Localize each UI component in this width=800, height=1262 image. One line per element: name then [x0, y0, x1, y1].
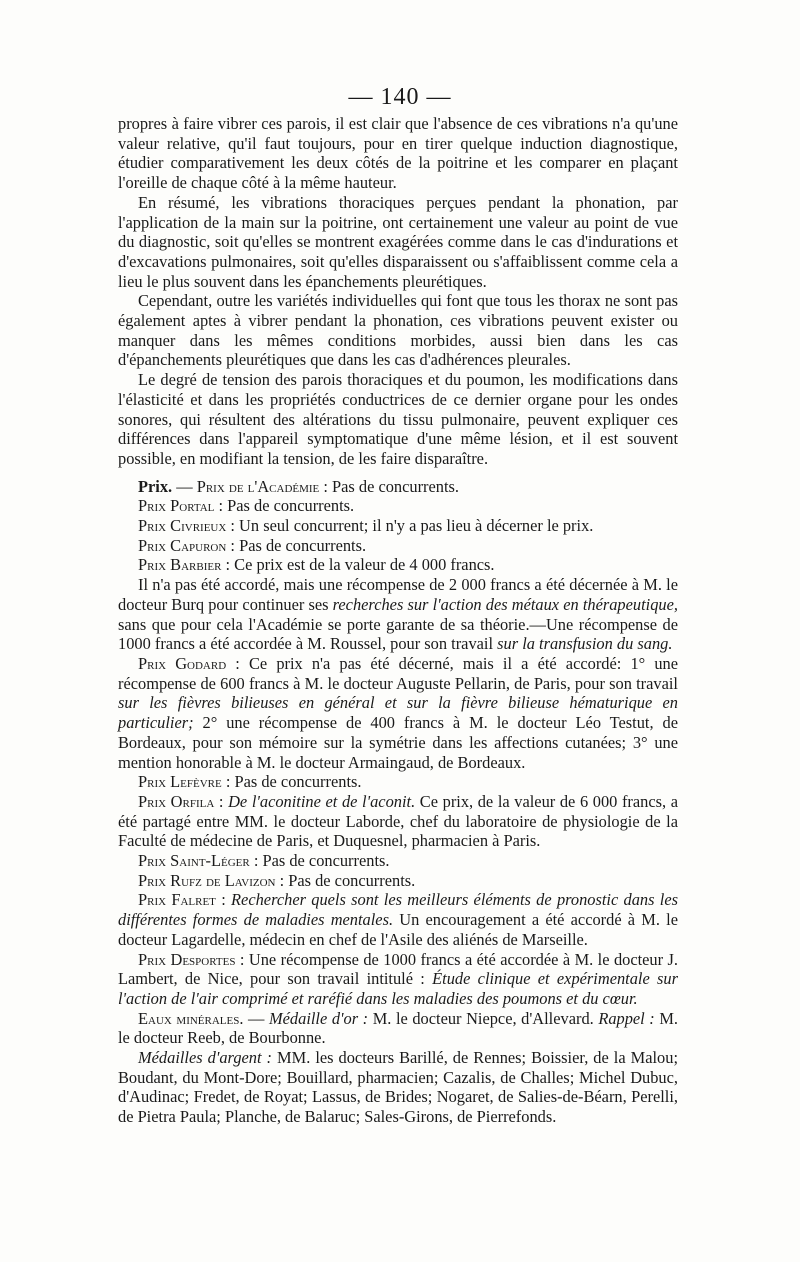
- body-text: [118, 114, 678, 1127]
- prize-name: Prix Godard: [138, 653, 227, 673]
- prize-name: Eaux minérales.: [138, 1008, 244, 1028]
- prize-name: Prix Portal: [138, 496, 215, 516]
- prize-saint-leger: Prix Saint-Léger : Pas de concurrents.: [138, 851, 390, 871]
- page-number: — 140 —: [348, 84, 452, 110]
- paragraph: En résumé, les vibrations thoraciques perçues pendant la phonation, par l'application de la main sur la poitrine, ont certainement une valeur au point de vue du diagnostic, soit qu'elles se montrent exagérées comme dans le cas d'indurations et d'excavations pulmonaires, soit qu'elles disparaissent ou s'affaiblissent comme cela a lieu le plus souvent dans les épanchements pleurétiques.: [118, 192, 678, 291]
- prize-name: Prix Falret: [138, 890, 216, 910]
- paragraph: Cependant, outre les variétés individuelles qui font que tous les thorax ne sont pas également aptes à vibrer pendant la phonation, ces vibrations peuvent exister ou manquer dans les mêmes conditions morbides, aussi bien dans les cas d'épanchements pleurétiques que dans les cas d'adhérences pleurales.: [118, 291, 678, 370]
- paragraph: propres à faire vibrer ces parois, il est clair que l'absence de ces vibrations n'a qu'une valeur relative, qu'il faut toujours, pour en tirer quelque induction diagnostique, étudier comparativement les deux côtés de la poitrine et les comparer en plaçant l'oreille de chaque côté à la même hauteur.: [118, 114, 678, 193]
- prize-barbier: Prix Barbier : Ce prix est de la valeur de 4 000 francs.: [138, 555, 495, 575]
- prize-name: Prix Orfila: [138, 791, 215, 811]
- prize-portal: Prix Portal : Pas de concurrents.: [138, 496, 355, 516]
- prize-name: Prix Capuron: [138, 535, 227, 555]
- prize-name: Prix Saint-Léger: [138, 851, 250, 871]
- prize-eaux-minerales: Eaux minérales. — Médaille d'or : M. le docteur Niepce, d'Allevard. Rappel : M. le docteur Reeb, de Bourbonne.: [118, 1008, 679, 1048]
- prize-name: Prix Rufz de Lavizon: [138, 870, 276, 890]
- prize-falret: Prix Falret : Rechercher quels sont les meilleurs éléments de pronostic dans les différentes formes de maladies mentales. Un encouragement a été accordé à M. le docteur Lagardelle, médecin en chef de l'Asile des aliénés de Marseille.: [118, 890, 679, 949]
- prize-orfila: Prix Orfila : De l'aconitine et de l'aconit. Ce prix, de la valeur de 6 000 francs, a été partagé entre MM. le docteur Laborde, chef du laboratoire de physiologie de la Faculté de médecine de Paris, et Duquesnel, pharmacien à Paris.: [118, 791, 678, 851]
- paragraph: Le degré de tension des parois thoraciques et du poumon, les modifications dans l'élasticité et dans les propriétés conductrices de ce dernier organe pour les ondes sonores, qui résultent des altérations du tissu pulmonaire, peuvent expliquer ces différences dans l'appareil symptomatique d'une même lésion, et il est souvent possible, en modifiant la tension, de les faire disparaître.: [118, 370, 678, 468]
- prix-heading: Prix.: [138, 476, 173, 496]
- prize-name: Prix Lefèvre: [138, 772, 222, 792]
- prize-barbier-details: Il n'a pas été accordé, mais une récompense de 2 000 francs a été décernée à M. le docteur Burq pour continuer ses recherches sur l'action des métaux en thérapeutique, sans que pour cela l'Académie se porte garante de sa théorie.—Une récompense de 1000 francs a été accordée à M. Roussel, pour son travail sur la transfusion du sang.: [118, 575, 678, 654]
- prize-rufz: Prix Rufz de Lavizon : Pas de concurrents.: [138, 870, 416, 890]
- prize-capuron: Prix Capuron : Pas de concurrents.: [138, 535, 367, 555]
- prize-name: Prix Desportes: [138, 949, 236, 969]
- prize-medailles-argent: Médailles d'argent : MM. les docteurs Barillé, de Rennes; Boissier, de la Malou; Boudant, du Mont-Dore; Bouillard, pharmacien; Cazalis, de Challes; Michel Dubuc, d'Audinac; Fredet, de Royat; Lassus, de Brides; Nogaret, de Salies-de-Béarn, Perelli, de Pietra Paula; Planche, de Balaruc; Sales-Girons, de Pierrefonds.: [118, 1048, 678, 1127]
- prize-lefevre: Prix Lefèvre : Pas de concurrents.: [138, 772, 362, 792]
- prize-academie: Prix. — Prix de l'Académie : Pas de concurrents.: [138, 476, 460, 496]
- prize-name: Prix de l'Académie: [196, 476, 320, 496]
- prize-name: Prix Civrieux: [138, 516, 227, 536]
- prize-godard: Prix Godard : Ce prix n'a pas été décerné, mais il a été accordé: 1° une récompense de 600 francs à M. le docteur Auguste Pellarin, de Paris, pour son travail sur les fièvres bilieuses en général et sur la fièvre bilieuse hématurique en particulier; 2° une récompense de 400 francs à M. le docteur Léo Testut, de Bordeaux, pour son mémoire sur la symétrie dans les affections cutanées; 3° une mention honorable à M. le docteur Armaingaud, de Bordeaux.: [118, 653, 678, 772]
- prize-name: Prix Barbier: [138, 555, 222, 575]
- prize-civrieux: Prix Civrieux : Un seul concurrent; il n'y a pas lieu à décerner le prix.: [138, 516, 594, 536]
- prize-desportes: Prix Desportes : Une récompense de 1000 francs a été accordée à M. le docteur J. Lambert, de Nice, pour son travail intitulé : Étude clinique et expérimentale sur l'action de l'air comprimé et raréfié dans les maladies des poumons et du cœur.: [118, 949, 679, 1008]
